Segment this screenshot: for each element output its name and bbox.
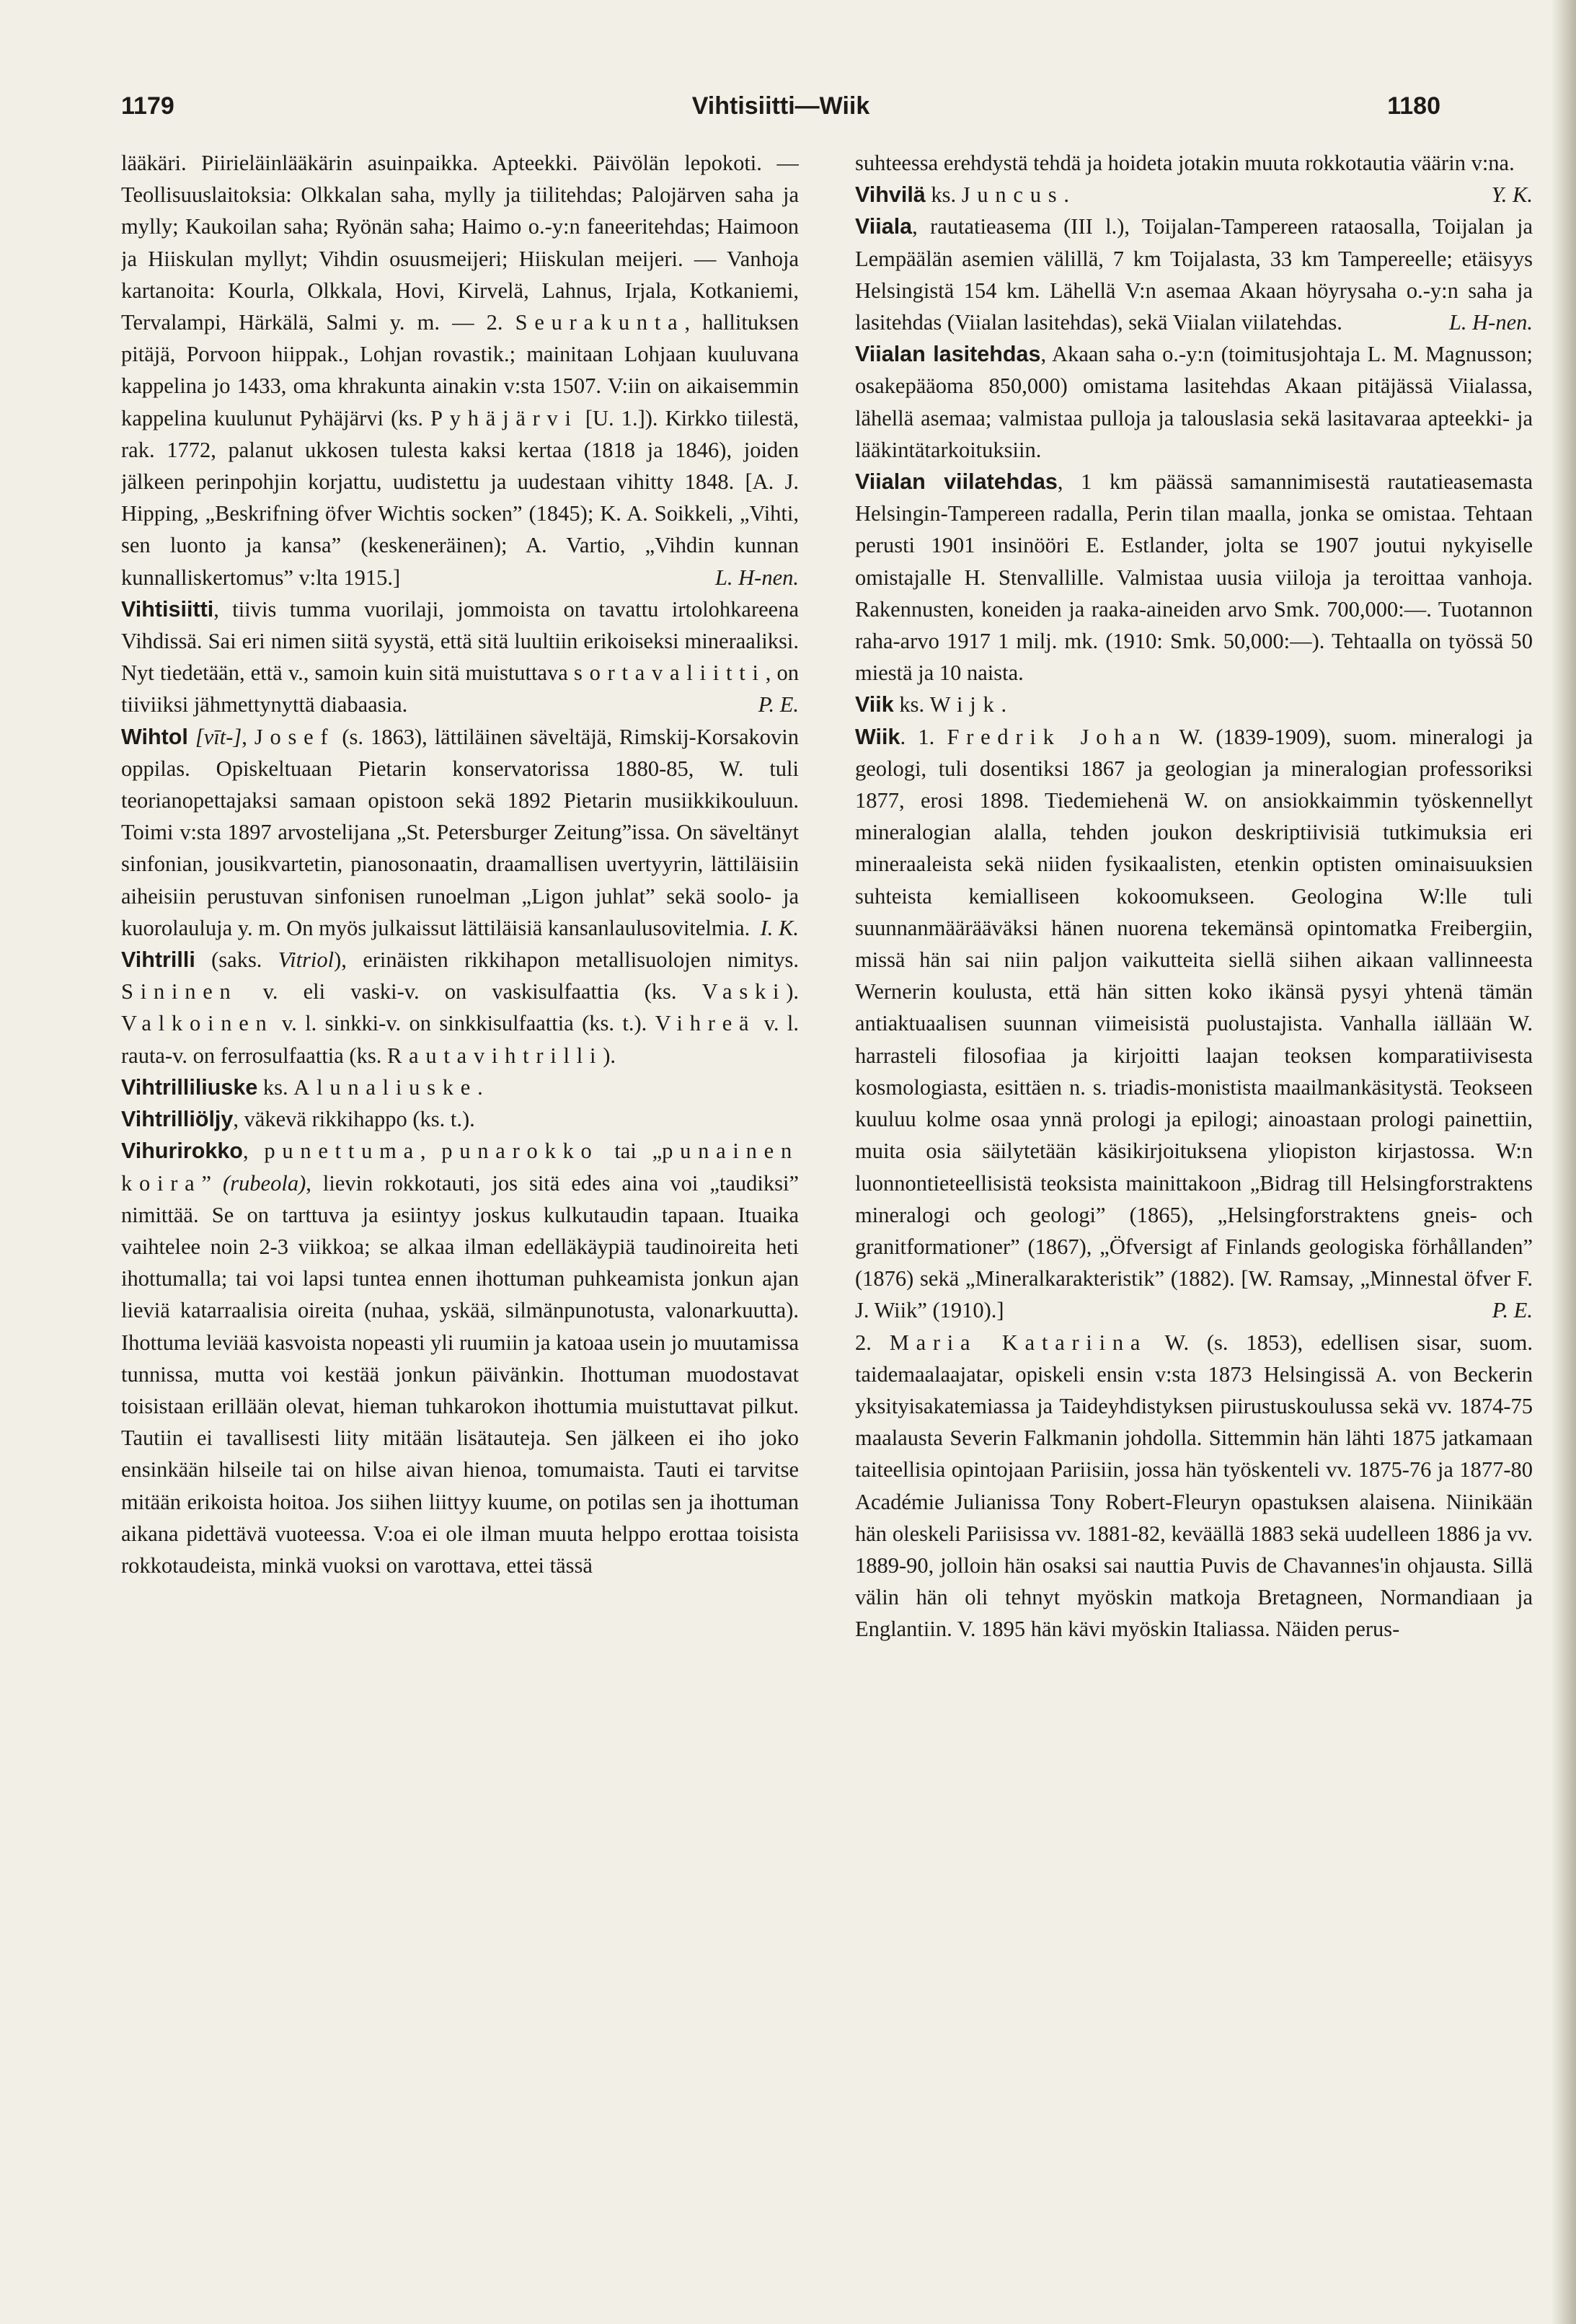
entry-vihtrilliliuske: Vihtrilliliuske ks. Alunaliuske. <box>121 1074 483 1100</box>
headword: Wiik <box>855 724 900 749</box>
author-signature: P. E. <box>758 692 799 717</box>
headword: Vihtrilliliuske <box>121 1074 258 1100</box>
entry-viialan-viilatehdas: Viialan viilatehdas, 1 km päässä samannimisestä rautatieasemasta Helsingin-Tampereen radalla, Perin tilan maalla, jonka se omistaa. Tehtaan perusti 1901 insinööri E. Estlander, jolta se 1907 joutui nykyiselle omistajalle H. Stenvallille. Valmistaa uusia viiloja ja teroittaa vanhoja. Rakennusten, koneiden ja raaka-aineiden arvo Smk. 700,000:—. Tuotannon raha-arvo 1917 1 milj. mk. (1910: Smk. 50,000:—). Tehtaalla on työssä 50 miestä ja 10 naista. <box>855 469 1533 686</box>
entry-vihtrilli: Vihtrilli (saks. Vitriol), erinäisten rikkihapon metallisuolojen nimitys. Sininen v. eli vaski-v. on vaskisulfaattia (ks. Vaski). Valkoinen v. l. sinkki-v. on sinkkisulfaattia (ks. t.). Vihreä v. l. rauta-v. on ferrosulfaattia (ks. Rautavihtrilli). <box>121 947 799 1068</box>
headword: Viialan viilatehdas <box>855 469 1058 495</box>
author-signature: L. H-nen. <box>714 565 799 590</box>
page-number-right: 1180 <box>1387 92 1440 120</box>
entry-viialan-lasitehdas: Viialan lasitehdas, Akaan saha o.-y:n (toimitusjohtaja L. M. Magnusson; osakepääoma 850,000) omistama lasitehdas Akaan pitäjässä Viialassa, lähellä asemaa; valmistaa pulloja ja talouslasia sekä lasitavaraa apteekki- ja lääkintätarkoituksiin. <box>855 342 1533 462</box>
headword: Wihtol <box>121 724 188 749</box>
running-title: Vihtisiitti—Wiik <box>691 92 870 120</box>
entry-vihvila: Vihvilä ks. Juncus. <box>855 182 1069 208</box>
entry-wiik-fredrik-johan: Wiik. 1. Fredrik Johan W. (1839-1909), suom. mineralogi ja geologi, tuli dosentiksi 1867 ja geologian ja mineralogian professoriksi 1877, erosi 1898. Tiedemiehenä W. on ansiokkaimmin työskennellyt mineralogian alalla, tehden joukon deskriptiivisiä tutkimuksia eri mineraaleista sekä niiden fysikaalisten, etenkin optisten ominaisuuksien suhteista kemialliseen kokoomukseen. Geologina W:lle tuli suunnanmäärääväksi hänen nuorena tekemänsä opintomatka Freibergiin, missä hän sai niin paljon vaikutteita siellä siihen aikaan vallinneesta Wernerin koulusta, että hän sitten koko ikänsä pysyi yhtenä tämän antiaktuaalisen suunnan viimeisistä puolustajista. Vanhalla iällään W. harrasteli filosofiaa ja kirjoitti laajan teoksen komparatiivisesta kosmologiasta, esittäen n. s. triadis-monistista maailmankäsitystä. Teokseen kuuluu kolme osaa ynnä prologi ja epilogi; ainoastaan prologi painettiin, muita osia säilytetään käsikirjoituksena yliopiston kirjastossa. W:n luonnontieteellisistä teoksista mainittakoon „Bidrag till Helsingforstraktens mineralogi och geologi” (1865), „Helsingforstraktens gneis- och granitformationer” (1867), „Öfversigt af Finlands geologiska förhållanden” (1876) sekä „Mineralkarakteristik” (1882). [W. Ramsay, „Minnestal öfver F. J. Wiik” (1910).] P. E. <box>855 721 1533 1327</box>
author-signature: L. H-nen. <box>1448 310 1533 335</box>
author-signature: P. E. <box>1492 1298 1533 1323</box>
page-header <box>121 92 1440 136</box>
entry-viik: Viik ks. Wijk. <box>855 692 1007 717</box>
headword: Viik <box>855 692 894 717</box>
entry-vihti-continued: lääkäri. Piirieläinlääkärin asuinpaikka. Apteekki. Päivölän lepokoti. — Teollisuuslaitoksia: Olkkalan saha, mylly ja tiilitehdas; Palojärven saha ja mylly; Kaukoilan saha; Ryönän saha; Haimo o.-y:n faneeritehdas; Haimoon ja Hiiskulan myllyt; Vihdin osuusmeijeri; Hiiskulan meijeri. — Vanhoja kartanoita: Kourla, Olkkala, Hovi, Kirvelä, Lahnus, Irjala, Kotkaniemi, Tervalampi, Härkälä, Salmi y. m. — 2. Seurakunta, hallituksen pitäjä, Porvoon hiippak., Lohjan rovastik.; mainitaan Lohjaan kuuluvana kappelina jo 1433, oma khrakunta ainakin v:sta 1507. V:iin on aikaisemmin kappelina kuulunut Pyhäjärvi (ks. Pyhäjärvi [U. 1.]). Kirkko tiilestä, rak. 1772, palanut ukkosen tulesta kaksi kertaa (1818 ja 1846), joiden jälkeen perinpohjin korjattu, uudistettu ja uudestaan vihitty 1848. [A. J. Hipping, „Beskrifning öfver Wichtis socken” (1845); K. A. Soikkeli, „Vihti, sen luonto ja kansa” (keskeneräinen); A. Vartio, „Vihdin kunnan kunnalliskertomus” v:lta 1915.] L. H-nen. <box>121 147 799 593</box>
page-edge-shadow <box>1551 0 1576 2324</box>
headword: Vihtrilliöljy <box>121 1107 234 1132</box>
page-number-left: 1179 <box>121 92 174 120</box>
entry-vihurirokko-continued: suhteessa erehdystä tehdä ja hoideta jotakin muuta rokkotautia väärin v:na. Y. K. <box>855 147 1533 179</box>
left-column <box>121 147 799 2296</box>
entry-vihtrilliolj: Vihtrilliöljy, väkevä rikkihappo (ks. t.). <box>121 1107 475 1132</box>
headword: Viialan lasitehdas <box>855 342 1041 367</box>
headword: Vihvilä <box>855 182 926 208</box>
headword: Vihurirokko <box>121 1139 243 1164</box>
headword: Viiala <box>855 214 913 239</box>
entry-wihtol: Wihtol [vīt-], Josef (s. 1863), lättiläinen säveltäjä, Rimskij-Korsakovin oppilas. Opiskeltuaan Pietarin konservatorissa 1880-85, W. tuli teorianopettajaksi samaan opistoon sekä 1892 Pietarin musiikkikouluun. Toimi v:sta 1897 arvostelijana „St. Petersburger Zeitung”issa. On säveltänyt sinfonian, jousikvartetin, pianosonaatin, draamallisen uvertyyrin, lättiläisiin aiheisiin perustuvan sinfonisen runoelman „Ligon juhlat” sekä soolo- ja kuorolauluja y. m. On myös julkaissut lättiläisiä kansanlaulusovitelmia. I. K. <box>121 721 799 944</box>
entry-viiala: Viiala, rautatieasema (III l.), Toijalan-Tampereen rataosalla, Toijalan ja Lempäälän asemien välillä, 7 km Toijalasta, 33 km Tampereelle; etäisyys Helsingistä 154 km. Lähellä V:n asemaa Akaan höyrysaha o.-y:n saha ja lasitehdas (Viialan lasitehdas), sekä Viialan viilatehdas. L. H-nen. <box>855 211 1533 338</box>
entry-vihtisiitti: Vihtisiitti, tiivis tumma vuorilaji, jommoista on tavattu irtolohkareena Vihdissä. Sai eri nimen siitä syystä, että sitä luultiin erikoiseksi mineraaliksi. Nyt tiedetään, että v., samoin kuin sitä muistuttava sortavaliitti, on tiiviiksi jähmettynyttä diabaasia. P. E. <box>121 593 799 721</box>
entry-vihurirokko: Vihurirokko, punettuma, punarokko tai „punainen koira” (rubeola), lievin rokkotauti, jos sitä edes aina voi „taudiksi” nimittää. Se on tarttuva ja esiintyy joskus kulkutaudin tapaan. Ituaika vaihtelee noin 2-3 viikkoa; se alkaa ilman edelläkäypiä taudinoireita heti ihottumalla; tai voi lapsi tuntea ennen ihottuman puhkeamista jonkun ajan lieviä katarraalisia oireita (nuhaa, yskää, silmänpunotusta, valonarkuutta). Ihottuma leviää kasvoista nopeasti yli ruumiin ja katoaa usein jo muutamissa tunnissa, mutta voi kestää jonkun päivänkin. Ihottuman muodostavat toisistaan erillään olevat, hieman tuhkarokon ihottumia muistuttavat pilkut. Tautiin ei tavallisesti liity mitään lisätauteja. Sen jälkeen ei iho joko ensinkään hilseile tai on hilse aivan hienoa, tomumaista. Tauti ei tarvitse mitään erikoista hoitoa. Jos siihen liittyy kuume, on potilas sen ja ihottuman aikana pidettävä vuoteessa. V:oa ei ole ilman muuta helppo erottaa toisista rokkotaudeista, minkä vuoksi on varottava, ettei tässä <box>121 1139 799 1578</box>
headword: Vihtisiitti <box>121 596 214 622</box>
right-column <box>855 147 1533 2296</box>
entry-wiik-maria-katariina: 2. Maria Katariina W. (s. 1853), edellisen sisar, suom. taidemaalaajatar, opiskeli ensin v:sta 1873 Helsingissä A. von Beckerin yksityisakatemiassa ja Taideyhdistyksen piirustuskoulussa sekä vv. 1874-75 maalausta Severin Falkmanin johdolla. Sittemmin hän lähti 1875 jatkamaan taiteellisia opintojaan Pariisiin, jossa hän työskenteli vv. 1875-76 ja 1877-80 Académie Julianissa Tony Robert-Fleuryn opastuksen alaisena. Niinikään hän oleskeli Pariisissa vv. 1881-82, keväällä 1883 sekä uudelleen 1886 ja vv. 1889-90, jolloin hän osaksi sai nauttia Puvis de Chavannes'in ohjausta. Sillä välin hän oli tehnyt myöskin matkoja Bretagneen, Normandiaan ja Englantiin. V. 1895 hän kävi myöskin Italiassa. Näiden perus- <box>855 1330 1533 1642</box>
author-signature: I. K. <box>760 915 799 940</box>
author-signature: Y. K. <box>1491 182 1533 208</box>
headword: Vihtrilli <box>121 947 195 973</box>
